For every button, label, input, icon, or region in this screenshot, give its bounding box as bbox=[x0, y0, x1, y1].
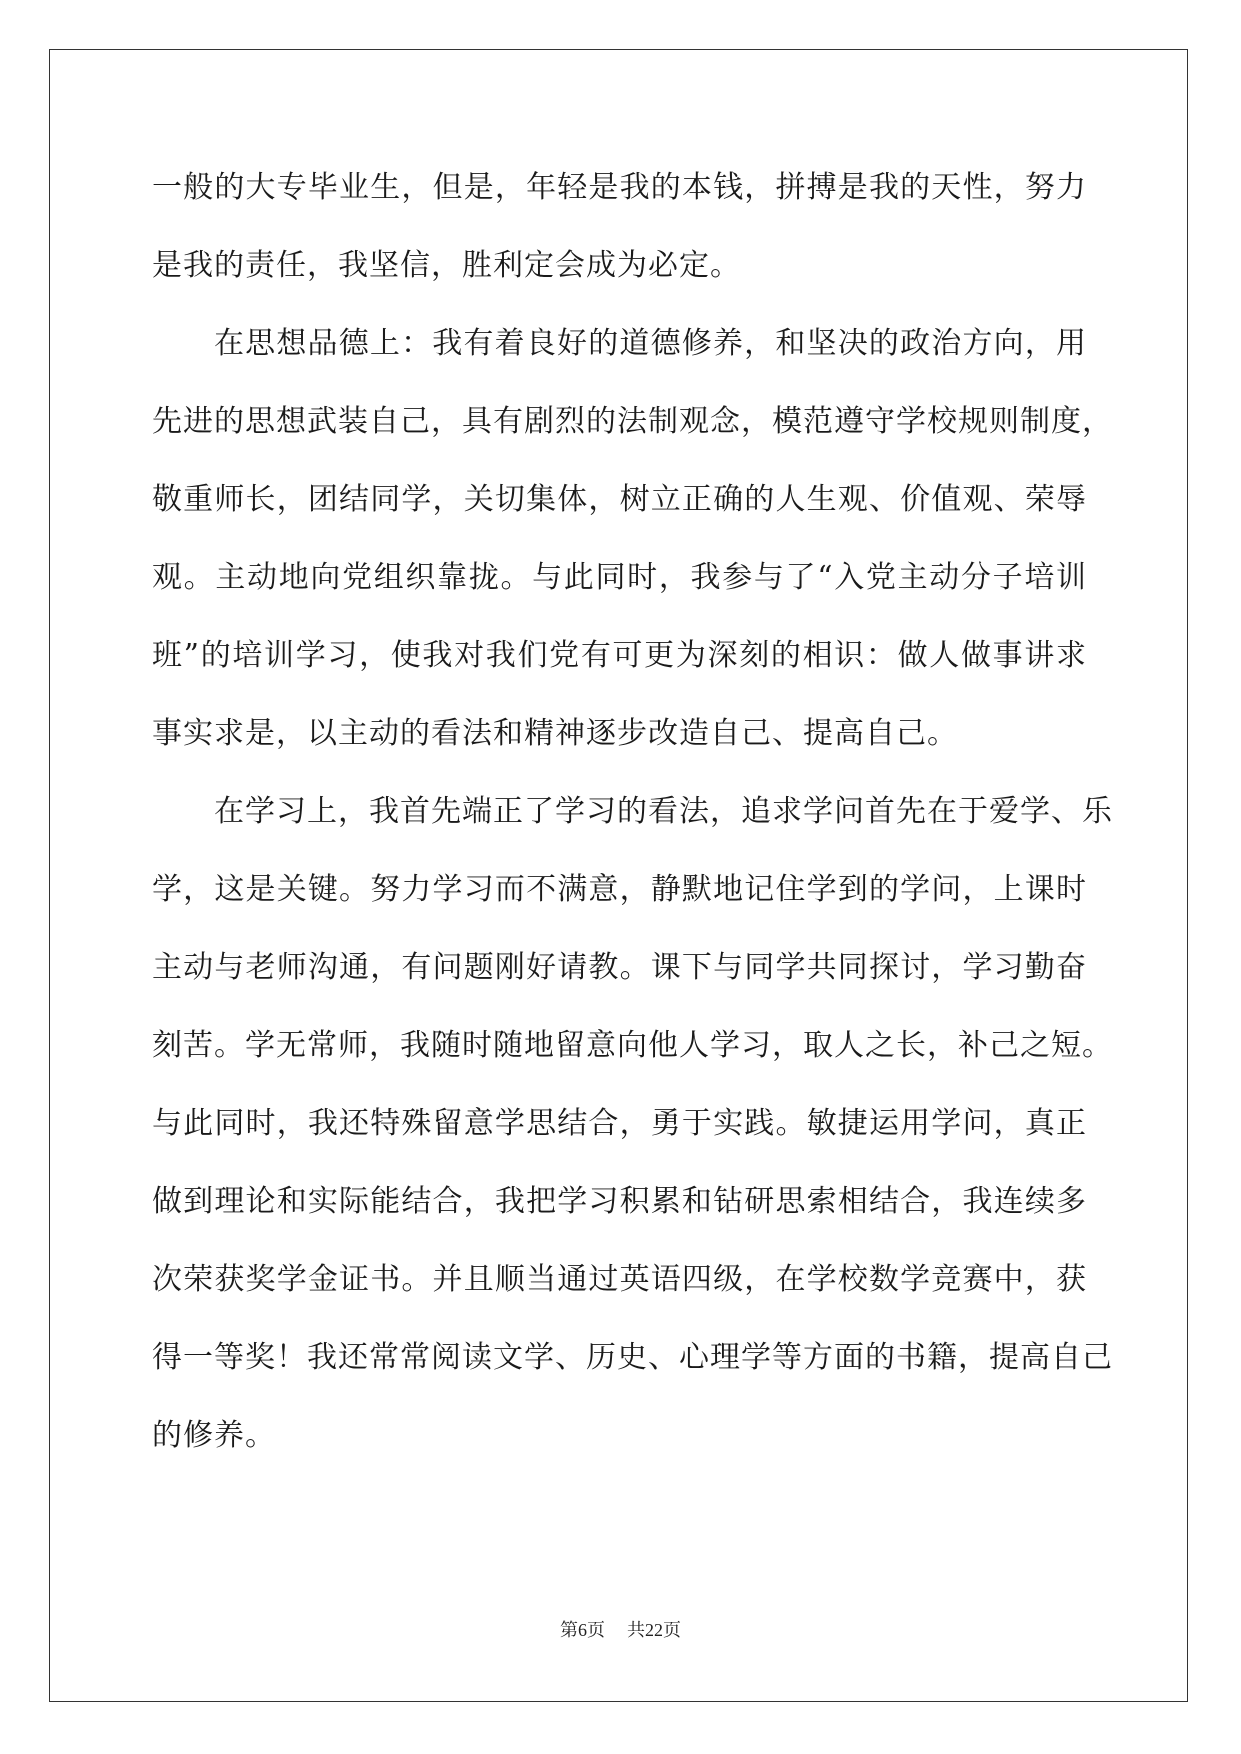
document-body bbox=[152, 160, 1113, 1486]
current-page-label: 第6页 bbox=[560, 1620, 605, 1640]
text-line: 观。主动地向党组织靠拢。与此同时，我参与了“入党主动分子培训 bbox=[152, 560, 1087, 595]
total-pages-label: 共22页 bbox=[627, 1620, 681, 1640]
text-line: 敬重师长，团结同学，关切集体，树立正确的人生观、价值观、荣辱 bbox=[152, 482, 1087, 517]
text-line: 的修养。 bbox=[152, 1418, 276, 1453]
text-line: 与此同时，我还特殊留意学思结合，勇于实践。敏捷运用学问，真正 bbox=[152, 1106, 1087, 1141]
text-line: 得一等奖！我还常常阅读文学、历史、心理学等方面的书籍，提高自己 bbox=[152, 1340, 1113, 1375]
text-line: 一般的大专毕业生，但是，年轻是我的本钱，拼搏是我的天性，努力 bbox=[152, 170, 1087, 205]
text-line: 事实求是，以主动的看法和精神逐步改造自己、提高自己。 bbox=[152, 716, 958, 751]
text-line: 先进的思想武装自己，具有剧烈的法制观念，模范遵守学校规则制度， bbox=[152, 404, 1113, 439]
text-line: 主动与老师沟通，有问题刚好请教。课下与同学共同探讨，学习勤奋 bbox=[152, 950, 1087, 985]
paragraph-start-line: 在学习上，我首先端正了学习的看法，追求学问首先在于爱学、乐 bbox=[214, 794, 1113, 829]
text-line: 做到理论和实际能结合，我把学习积累和钻研思索相结合，我连续多 bbox=[152, 1184, 1087, 1219]
text-line: 刻苦。学无常师，我随时随地留意向他人学习，取人之长，补己之短。 bbox=[152, 1028, 1113, 1063]
text-line: 是我的责任，我坚信，胜利定会成为必定。 bbox=[152, 248, 741, 283]
text-line: 班”的培训学习，使我对我们党有可更为深刻的相识：做人做事讲求 bbox=[152, 638, 1087, 673]
text-line: 学，这是关键。努力学习而不满意，静默地记住学到的学问，上课时 bbox=[152, 872, 1087, 907]
text-line: 次荣获奖学金证书。并且顺当通过英语四级，在学校数学竞赛中，获 bbox=[152, 1262, 1087, 1297]
page-footer bbox=[0, 1616, 1241, 1642]
paragraph-start-line: 在思想品德上：我有着良好的道德修养，和坚决的政治方向，用 bbox=[214, 326, 1087, 361]
